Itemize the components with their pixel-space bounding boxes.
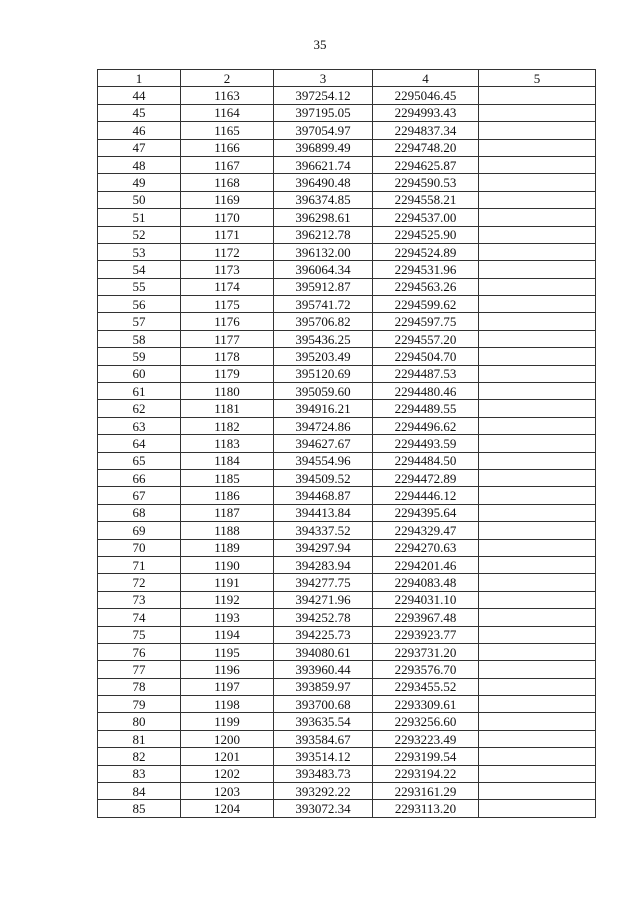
table-cell-col-3: 393859.97	[274, 678, 373, 695]
table-row	[98, 261, 596, 278]
table-cell-col-4: 2294537.00	[373, 209, 479, 226]
table-cell-col-3: 396374.85	[274, 191, 373, 208]
table-row	[98, 452, 596, 469]
table-cell-col-5	[479, 609, 596, 626]
table-cell-col-5	[479, 191, 596, 208]
table-cell-col-4: 2294083.48	[373, 574, 479, 591]
table-cell-col-5	[479, 261, 596, 278]
table-cell-col-1: 60	[98, 365, 181, 382]
coordinates-table	[97, 69, 596, 818]
table-cell-col-3: 395203.49	[274, 348, 373, 365]
table-cell-col-5	[479, 713, 596, 730]
table-row	[98, 661, 596, 678]
table-cell-col-5	[479, 122, 596, 139]
table-cell-col-5	[479, 104, 596, 121]
table-cell-col-4: 2294496.62	[373, 417, 479, 434]
table-cell-col-3: 394554.96	[274, 452, 373, 469]
table-cell-col-3: 394297.94	[274, 539, 373, 556]
table-row	[98, 226, 596, 243]
table-cell-col-1: 69	[98, 522, 181, 539]
table-cell-col-5	[479, 783, 596, 800]
table-row	[98, 696, 596, 713]
table-cell-col-2: 1165	[181, 122, 274, 139]
table-row	[98, 174, 596, 191]
table-cell-col-2: 1193	[181, 609, 274, 626]
table-cell-col-2: 1201	[181, 748, 274, 765]
table-cell-col-3: 395059.60	[274, 383, 373, 400]
table-cell-col-1: 71	[98, 556, 181, 573]
table-cell-col-2: 1197	[181, 678, 274, 695]
table-row	[98, 104, 596, 121]
table-cell-col-2: 1176	[181, 313, 274, 330]
table-cell-col-4: 2293967.48	[373, 609, 479, 626]
table-row	[98, 487, 596, 504]
table-cell-col-3: 393072.34	[274, 800, 373, 817]
table-row	[98, 278, 596, 295]
table-row	[98, 330, 596, 347]
table-cell-col-5	[479, 730, 596, 747]
table-cell-col-3: 394283.94	[274, 556, 373, 573]
table-row	[98, 122, 596, 139]
table-row	[98, 730, 596, 747]
table-row	[98, 591, 596, 608]
table-cell-col-5	[479, 452, 596, 469]
table-cell-col-1: 83	[98, 765, 181, 782]
table-cell-col-3: 396064.34	[274, 261, 373, 278]
table-row	[98, 209, 596, 226]
table-cell-col-3: 394413.84	[274, 504, 373, 521]
table-cell-col-4: 2293576.70	[373, 661, 479, 678]
table-cell-col-1: 45	[98, 104, 181, 121]
table-cell-col-1: 56	[98, 296, 181, 313]
table-cell-col-2: 1164	[181, 104, 274, 121]
table-cell-col-1: 73	[98, 591, 181, 608]
table-cell-col-1: 84	[98, 783, 181, 800]
table-cell-col-4: 2294484.50	[373, 452, 479, 469]
table-cell-col-4: 2294489.55	[373, 400, 479, 417]
table-cell-col-2: 1188	[181, 522, 274, 539]
table-row	[98, 574, 596, 591]
table-cell-col-1: 67	[98, 487, 181, 504]
table-cell-col-1: 72	[98, 574, 181, 591]
table-cell-col-1: 51	[98, 209, 181, 226]
table-cell-col-1: 61	[98, 383, 181, 400]
table-cell-col-2: 1200	[181, 730, 274, 747]
table-cell-col-4: 2293199.54	[373, 748, 479, 765]
table-row	[98, 713, 596, 730]
table-row	[98, 748, 596, 765]
table-cell-col-1: 75	[98, 626, 181, 643]
table-row	[98, 678, 596, 695]
table-cell-col-4: 2294599.62	[373, 296, 479, 313]
table-cell-col-4: 2294480.46	[373, 383, 479, 400]
table-cell-col-2: 1186	[181, 487, 274, 504]
table-cell-col-4: 2293256.60	[373, 713, 479, 730]
table-cell-col-1: 81	[98, 730, 181, 747]
table-cell-col-3: 394337.52	[274, 522, 373, 539]
table-cell-col-5	[479, 661, 596, 678]
table-cell-col-1: 65	[98, 452, 181, 469]
table-cell-col-5	[479, 365, 596, 382]
table-cell-col-5	[479, 400, 596, 417]
table-cell-col-2: 1171	[181, 226, 274, 243]
table-cell-col-2: 1192	[181, 591, 274, 608]
table-cell-col-2: 1203	[181, 783, 274, 800]
table-cell-col-1: 57	[98, 313, 181, 330]
column-header-3: 3	[274, 70, 373, 87]
table-cell-col-3: 394916.21	[274, 400, 373, 417]
table-cell-col-5	[479, 591, 596, 608]
table-row	[98, 417, 596, 434]
table-row	[98, 313, 596, 330]
table-cell-col-3: 397254.12	[274, 87, 373, 104]
table-cell-col-3: 393635.54	[274, 713, 373, 730]
table-cell-col-2: 1196	[181, 661, 274, 678]
table-cell-col-4: 2293731.20	[373, 643, 479, 660]
table-cell-col-3: 393483.73	[274, 765, 373, 782]
table-header	[98, 70, 596, 87]
table-cell-col-3: 395912.87	[274, 278, 373, 295]
table-cell-col-5	[479, 174, 596, 191]
table-cell-col-1: 63	[98, 417, 181, 434]
table-cell-col-1: 54	[98, 261, 181, 278]
table-row	[98, 139, 596, 156]
table-cell-col-5	[479, 643, 596, 660]
table-cell-col-1: 77	[98, 661, 181, 678]
table-cell-col-1: 46	[98, 122, 181, 139]
table-cell-col-4: 2294748.20	[373, 139, 479, 156]
table-row	[98, 87, 596, 104]
table-cell-col-1: 52	[98, 226, 181, 243]
table-cell-col-3: 393700.68	[274, 696, 373, 713]
table-cell-col-3: 395741.72	[274, 296, 373, 313]
table-cell-col-5	[479, 765, 596, 782]
table-cell-col-4: 2294590.53	[373, 174, 479, 191]
page-number: 35	[313, 37, 327, 52]
table-cell-col-2: 1184	[181, 452, 274, 469]
table-cell-col-3: 394271.96	[274, 591, 373, 608]
table-cell-col-2: 1170	[181, 209, 274, 226]
table-cell-col-2: 1185	[181, 469, 274, 486]
table-row	[98, 348, 596, 365]
table-cell-col-5	[479, 522, 596, 539]
header-row	[98, 70, 596, 87]
column-header-4: 4	[373, 70, 479, 87]
table-cell-col-2: 1190	[181, 556, 274, 573]
table-cell-col-3: 395120.69	[274, 365, 373, 382]
table-cell-col-1: 47	[98, 139, 181, 156]
table-row	[98, 556, 596, 573]
table-cell-col-1: 64	[98, 435, 181, 452]
table-cell-col-3: 394252.78	[274, 609, 373, 626]
table-cell-col-5	[479, 296, 596, 313]
table-cell-col-3: 395706.82	[274, 313, 373, 330]
table-row	[98, 800, 596, 817]
table-cell-col-2: 1169	[181, 191, 274, 208]
table-cell-col-1: 82	[98, 748, 181, 765]
table-cell-col-4: 2294201.46	[373, 556, 479, 573]
table-row	[98, 783, 596, 800]
table-cell-col-4: 2294329.47	[373, 522, 479, 539]
table-cell-col-5	[479, 139, 596, 156]
table-cell-col-1: 66	[98, 469, 181, 486]
table-cell-col-4: 2294446.12	[373, 487, 479, 504]
table-row	[98, 400, 596, 417]
table-cell-col-4: 2294557.20	[373, 330, 479, 347]
table-cell-col-4: 2293223.49	[373, 730, 479, 747]
table-row	[98, 383, 596, 400]
table-cell-col-5	[479, 539, 596, 556]
table-cell-col-1: 78	[98, 678, 181, 695]
table-cell-col-2: 1163	[181, 87, 274, 104]
table-cell-col-4: 2293113.20	[373, 800, 479, 817]
table-cell-col-4: 2294597.75	[373, 313, 479, 330]
table-cell-col-4: 2294270.63	[373, 539, 479, 556]
table-cell-col-2: 1195	[181, 643, 274, 660]
table-cell-col-5	[479, 226, 596, 243]
table-cell-col-4: 2293161.29	[373, 783, 479, 800]
table-cell-col-2: 1187	[181, 504, 274, 521]
table-cell-col-5	[479, 87, 596, 104]
table-cell-col-5	[479, 348, 596, 365]
table-cell-col-2: 1183	[181, 435, 274, 452]
table-row	[98, 522, 596, 539]
table-row	[98, 296, 596, 313]
table-cell-col-2: 1173	[181, 261, 274, 278]
table-cell-col-4: 2295046.45	[373, 87, 479, 104]
table-row	[98, 643, 596, 660]
table-cell-col-5	[479, 487, 596, 504]
table-cell-col-3: 394080.61	[274, 643, 373, 660]
table-cell-col-1: 76	[98, 643, 181, 660]
table-row	[98, 191, 596, 208]
table-cell-col-3: 396298.61	[274, 209, 373, 226]
table-cell-col-1: 50	[98, 191, 181, 208]
table-cell-col-4: 2294031.10	[373, 591, 479, 608]
table-cell-col-1: 74	[98, 609, 181, 626]
table-cell-col-3: 393584.67	[274, 730, 373, 747]
table-cell-col-5	[479, 556, 596, 573]
table-cell-col-4: 2294524.89	[373, 243, 479, 260]
table-cell-col-1: 48	[98, 156, 181, 173]
column-header-2: 2	[181, 70, 274, 87]
table-cell-col-5	[479, 435, 596, 452]
table-row	[98, 243, 596, 260]
table-cell-col-3: 394724.86	[274, 417, 373, 434]
table-cell-col-1: 59	[98, 348, 181, 365]
table-cell-col-2: 1168	[181, 174, 274, 191]
table-cell-col-3: 396899.49	[274, 139, 373, 156]
table-cell-col-2: 1191	[181, 574, 274, 591]
table-cell-col-4: 2294558.21	[373, 191, 479, 208]
table-cell-col-2: 1198	[181, 696, 274, 713]
table-cell-col-5	[479, 626, 596, 643]
table-cell-col-5	[479, 330, 596, 347]
table-cell-col-4: 2294837.34	[373, 122, 479, 139]
table-cell-col-1: 79	[98, 696, 181, 713]
table-cell-col-5	[479, 383, 596, 400]
column-header-5: 5	[479, 70, 596, 87]
table-cell-col-1: 85	[98, 800, 181, 817]
table-cell-col-2: 1175	[181, 296, 274, 313]
table-cell-col-4: 2294531.96	[373, 261, 479, 278]
table-row	[98, 365, 596, 382]
table-cell-col-4: 2293309.61	[373, 696, 479, 713]
table-cell-col-2: 1194	[181, 626, 274, 643]
table-cell-col-3: 393960.44	[274, 661, 373, 678]
table-cell-col-5	[479, 243, 596, 260]
table-cell-col-5	[479, 504, 596, 521]
table-cell-col-3: 394468.87	[274, 487, 373, 504]
table-cell-col-5	[479, 696, 596, 713]
table-cell-col-2: 1199	[181, 713, 274, 730]
table-cell-col-2: 1174	[181, 278, 274, 295]
table-cell-col-2: 1178	[181, 348, 274, 365]
table-cell-col-5	[479, 313, 596, 330]
table-row	[98, 539, 596, 556]
table-cell-col-3: 396132.00	[274, 243, 373, 260]
table-cell-col-1: 70	[98, 539, 181, 556]
table-row	[98, 156, 596, 173]
table-cell-col-3: 396212.78	[274, 226, 373, 243]
table-cell-col-5	[479, 278, 596, 295]
table-row	[98, 504, 596, 521]
table-cell-col-1: 49	[98, 174, 181, 191]
table-cell-col-1: 44	[98, 87, 181, 104]
table-cell-col-4: 2294625.87	[373, 156, 479, 173]
table-cell-col-5	[479, 417, 596, 434]
column-header-1: 1	[98, 70, 181, 87]
table-cell-col-3: 393514.12	[274, 748, 373, 765]
table-cell-col-4: 2293194.22	[373, 765, 479, 782]
table-row	[98, 609, 596, 626]
table-cell-col-2: 1204	[181, 800, 274, 817]
table-cell-col-1: 53	[98, 243, 181, 260]
table-cell-col-3: 396490.48	[274, 174, 373, 191]
table-cell-col-2: 1179	[181, 365, 274, 382]
table-cell-col-4: 2294563.26	[373, 278, 479, 295]
table-cell-col-2: 1172	[181, 243, 274, 260]
table-cell-col-4: 2294395.64	[373, 504, 479, 521]
table-cell-col-1: 58	[98, 330, 181, 347]
table-row	[98, 765, 596, 782]
table-body	[98, 87, 596, 817]
table-cell-col-5	[479, 156, 596, 173]
table-cell-col-1: 55	[98, 278, 181, 295]
table-cell-col-4: 2294493.59	[373, 435, 479, 452]
table-cell-col-1: 62	[98, 400, 181, 417]
table-cell-col-5	[479, 574, 596, 591]
table-cell-col-3: 397054.97	[274, 122, 373, 139]
table-cell-col-4: 2294472.89	[373, 469, 479, 486]
table-cell-col-3: 394225.73	[274, 626, 373, 643]
table-cell-col-3: 393292.22	[274, 783, 373, 800]
table-cell-col-1: 80	[98, 713, 181, 730]
table-cell-col-5	[479, 209, 596, 226]
table-cell-col-5	[479, 469, 596, 486]
table-cell-col-2: 1189	[181, 539, 274, 556]
table-cell-col-4: 2294993.43	[373, 104, 479, 121]
table-row	[98, 469, 596, 486]
table-cell-col-4: 2294525.90	[373, 226, 479, 243]
table-cell-col-2: 1182	[181, 417, 274, 434]
table-cell-col-2: 1166	[181, 139, 274, 156]
table-cell-col-3: 395436.25	[274, 330, 373, 347]
table-cell-col-3: 394277.75	[274, 574, 373, 591]
table-cell-col-3: 397195.05	[274, 104, 373, 121]
table-cell-col-1: 68	[98, 504, 181, 521]
table-cell-col-5	[479, 800, 596, 817]
table-cell-col-2: 1181	[181, 400, 274, 417]
table-cell-col-2: 1167	[181, 156, 274, 173]
table-cell-col-3: 394509.52	[274, 469, 373, 486]
table-cell-col-2: 1202	[181, 765, 274, 782]
table-cell-col-4: 2294504.70	[373, 348, 479, 365]
table-cell-col-5	[479, 678, 596, 695]
table-cell-col-2: 1180	[181, 383, 274, 400]
table-cell-col-2: 1177	[181, 330, 274, 347]
table-cell-col-5	[479, 748, 596, 765]
table-cell-col-3: 396621.74	[274, 156, 373, 173]
table-row	[98, 626, 596, 643]
table-cell-col-3: 394627.67	[274, 435, 373, 452]
table-row	[98, 435, 596, 452]
table-cell-col-4: 2294487.53	[373, 365, 479, 382]
table-cell-col-4: 2293923.77	[373, 626, 479, 643]
table-cell-col-4: 2293455.52	[373, 678, 479, 695]
